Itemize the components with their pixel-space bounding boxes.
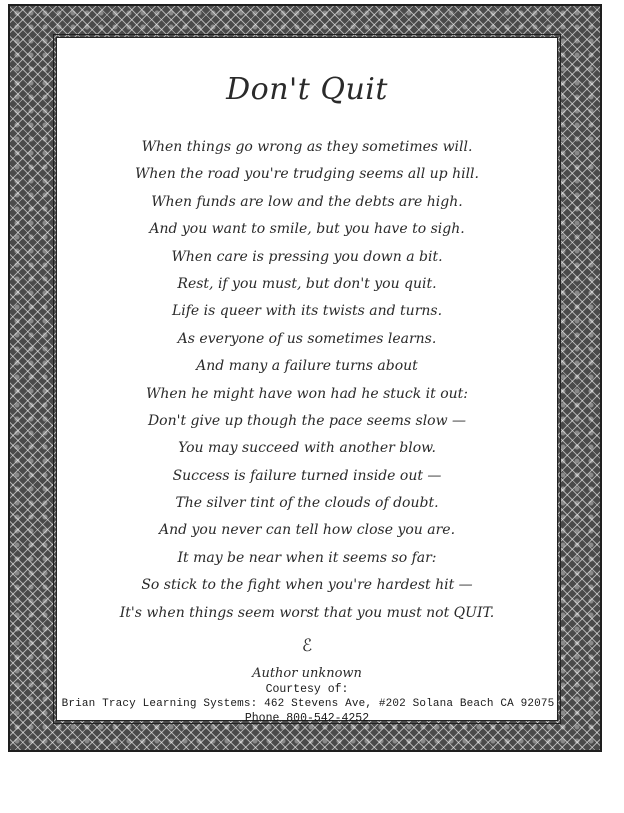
poem-line: And you want to smile, but you have to sigh. xyxy=(149,221,465,238)
poem-line: You may succeed with another blow. xyxy=(178,440,436,457)
poem-line: And many a failure turns about xyxy=(196,358,418,375)
poem-line: Life is queer with its twists and turns. xyxy=(171,303,443,320)
poem-body xyxy=(57,134,557,627)
poem-line: So stick to the fight when you're hardest hit — xyxy=(141,577,473,594)
ornamental-border-frame xyxy=(8,4,602,752)
poem-line: When he might have won had he stuck it out: xyxy=(145,385,469,402)
poem-line: Rest, if you must, but don't you quit. xyxy=(177,275,437,292)
poem-line: When things go wrong as they sometimes will. xyxy=(141,139,473,155)
poem-panel xyxy=(56,37,558,725)
author-credit: Author unknown xyxy=(252,666,362,681)
poem-line: Don't give up though the pace seems slow — xyxy=(147,412,467,429)
courtesy-label: Courtesy of: xyxy=(265,683,349,696)
flourish-icon: ℰ xyxy=(301,636,313,656)
poem-line: Success is failure turned inside out — xyxy=(172,467,442,484)
poem-line: As everyone of us sometimes learns. xyxy=(177,330,437,347)
phone-number: Phone 800-542-4252 xyxy=(244,712,370,725)
poem-line: When funds are low and the debts are high. xyxy=(151,193,463,210)
poem-title: Don't Quit xyxy=(226,72,388,107)
poem-line: It may be near when it seems so far: xyxy=(177,549,437,566)
poem-line: The silver tint of the clouds of doubt. xyxy=(175,495,439,512)
poem-line: It's when things seem worst that you must not QUIT. xyxy=(119,604,495,621)
company-address: Brian Tracy Learning Systems: 462 Stevens Ave, #202 Solana Beach CA 92075 xyxy=(61,698,555,710)
poem-line: When the road you're trudging seems all up hill. xyxy=(135,166,479,183)
poem-line: When care is pressing you down a bit. xyxy=(171,248,443,265)
poem-line: And you never can tell how close you are. xyxy=(158,522,456,539)
